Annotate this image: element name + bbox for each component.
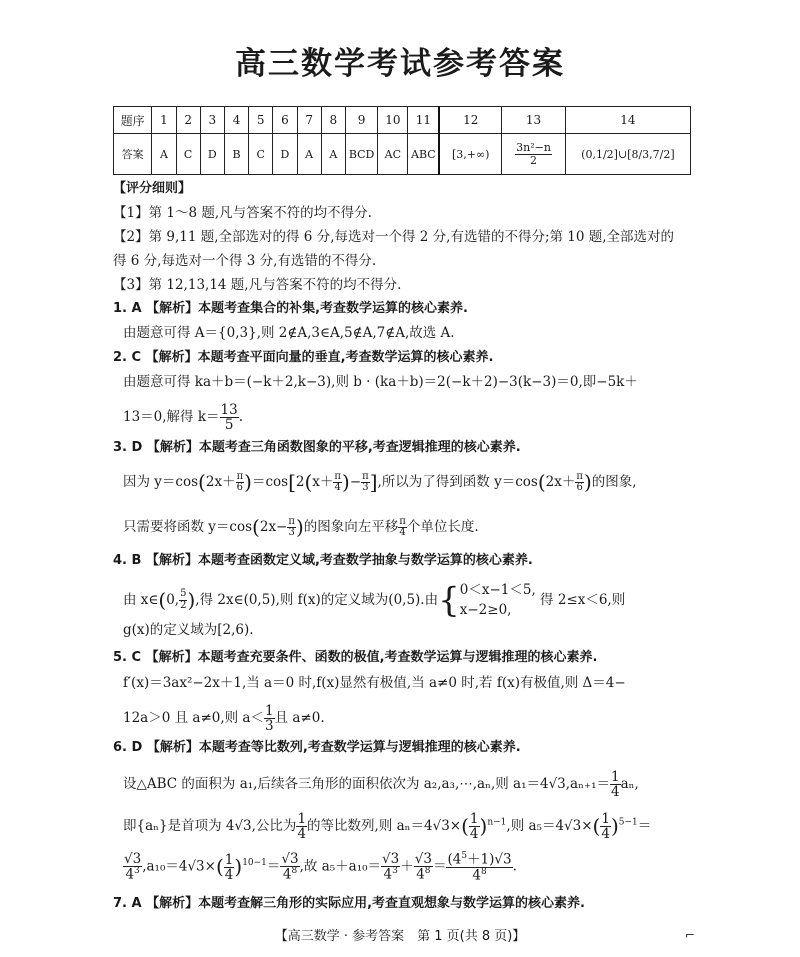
question-number: 13	[502, 107, 566, 134]
scoring-rule-3: 【3】第 12,13,14 题,凡与答案不符的均不得分.	[113, 277, 402, 293]
q6-text: ＝	[266, 858, 281, 875]
q3-text: 只需要将函数 y＝cos	[123, 519, 253, 535]
answer-cell: C	[176, 134, 200, 175]
q3-text: ,所以为了得到函数 y＝cos	[377, 474, 538, 490]
q4-text: 由 x∈	[123, 591, 159, 608]
q6-text: ＝	[432, 858, 447, 875]
q7-heading: 7. A 【解析】本题考查解三角形的实际应用,考查直观想象与数学运算的核心素养.	[113, 896, 585, 911]
q3-text: 的图象,	[591, 474, 637, 490]
fraction-numerator: 3n²−n	[516, 140, 551, 154]
q4-solution: 由 x∈(0, $\frac{5}{2}$ ),得 2x∈(0,5),则 f(x)的定义域为(0,5).由{ 0＜x−1＜5, x−2≥0, 得 2≤x＜6,则	[123, 580, 626, 621]
answer-table	[113, 106, 691, 175]
fraction-denominator: 2	[530, 153, 538, 167]
question-number: 3	[200, 107, 224, 134]
question-number: 9	[345, 107, 377, 134]
q3-text: 因为 y＝cos	[123, 474, 199, 490]
table-row	[114, 107, 691, 134]
answer-cell: C	[249, 134, 273, 175]
scoring-rule-1: 【1】第 1～8 题,凡与答案不符的均不得分.	[113, 205, 372, 221]
page-title: 高三数学考试参考答案	[235, 46, 565, 82]
q6-solution: 设△ABC 的面积为 a₁,后续各三角形的面积依次为 a₂,a₃,⋯,aₙ,则 a₁＝4√3,aₙ₊₁＝ $\frac{1}{4}$ aₙ,	[123, 769, 639, 801]
question-number: 6	[273, 107, 297, 134]
q3-solution: 因为 y＝cos(2x＋ $\frac{\pi}{6}$ )＝cos[2(x＋ $\frac{\pi}{4}$ )− $\frac{\pi}{3}$ ],所以为了得到函数 y＝cos(2x＋ $\frac{\pi}{6}$ )的图象,	[123, 470, 637, 494]
q6-text: ＋	[400, 858, 414, 875]
question-number: 7	[297, 107, 321, 134]
question-number: 12	[439, 107, 502, 134]
q6-solution-cont-2: $\frac{√3}{4^3}$ ,a₁₀＝4√3×( $\frac{1}{4}$ )$^{10-1}$＝ $\frac{√3}{4^8}$ ,故 a₅＋a₁₀＝ $\frac{√3}{4^3}$ ＋ $\frac{√3}{4^8}$ ＝ $\frac{(4^5+1)√3}{4^8}$ .	[124, 851, 517, 884]
q3-solution-cont: 只需要将函数 y＝cos(2x− $\frac{\pi}{3}$ )的图象向左平移 $\frac{\pi}{4}$ 个单位长度.	[123, 515, 479, 539]
q3-heading: 3. D 【解析】本题考查三角函数图象的平移,考查逻辑推理的核心素养.	[113, 440, 521, 455]
row-label: 答案	[114, 134, 152, 175]
q4-system-line: x−2≥0,	[459, 602, 512, 619]
q5-text: 且 a≠0.	[274, 710, 325, 727]
q6-text: ,a₁₀＝4√3×	[142, 858, 216, 875]
q6-text: 的等比数列,则 aₙ＝4√3×	[307, 818, 462, 835]
q2-heading: 2. C 【解析】本题考查平面向量的垂直,考查数学运算的核心素养.	[113, 350, 494, 365]
q6-text: ,故 a₅＋a₁₀＝	[299, 858, 382, 875]
q6-text: aₙ,	[620, 776, 639, 793]
answer-cell: A	[297, 134, 321, 175]
answer-cell: A	[321, 134, 345, 175]
q6-text: 设△ABC 的面积为 a₁,后续各三角形的面积依次为 a₂,a₃,⋯,aₙ,则 a₁＝4√3,aₙ₊₁＝	[123, 776, 610, 793]
q4-solution-cont: g(x)的定义域为[2,6).	[123, 622, 254, 638]
q6-solution-cont: 即{aₙ}是首项为 4√3,公比为 $\frac{1}{4}$ 的等比数列,则 aₙ＝4√3×( $\frac{1}{4}$ )$^{n-1}$,则 a₅＝4√3×( $\frac{1}{4}$ )$^{5-1}$＝	[123, 811, 652, 843]
q4-heading: 4. B 【解析】本题考查函数定义域,考查数学抽象与数学运算的核心素养.	[113, 553, 533, 568]
q6-text: ,则 a₅＝4√3×	[506, 818, 593, 835]
q5-heading: 5. C 【解析】本题考查充要条件、函数的极值,考查数学运算与逻辑推理的核心素养.	[113, 650, 598, 665]
answer-cell: BCD	[345, 134, 377, 175]
q5-text: 12a＞0 且 a≠0,则 a＜	[123, 710, 264, 727]
q1-heading: 1. A 【解析】本题考查集合的补集,考查数学运算的核心素养.	[113, 301, 468, 316]
fraction-denominator: 5	[224, 417, 234, 434]
answer-cell: ABC	[408, 134, 439, 175]
question-number: 8	[321, 107, 345, 134]
answer-cell: B	[224, 134, 248, 175]
answer-cell: [3,+∞)	[439, 134, 502, 175]
q2-solution-cont: 13＝0,解得 k＝ $\frac{13}{5}$ .	[123, 402, 244, 434]
q4-text: 得 2≤x＜6,则	[540, 591, 626, 608]
q2-text: 13＝0,解得 k＝	[123, 409, 220, 426]
q2-solution: 由题意可得 ka＋b＝(−k＋2,k−3),则 b · (ka＋b)＝2(−k＋2)−3(k−3)＝0,即−5k＋	[123, 374, 638, 390]
q6-text: ＝	[637, 818, 652, 835]
q5-solution-cont: 12a＞0 且 a≠0,则 a＜ $\frac{1}{3}$ 且 a≠0.	[123, 703, 325, 735]
scoring-rule-2-cont: 得 6 分,每选对一个得 3 分,有选错的不得分.	[113, 253, 377, 269]
q6-text: 即{aₙ}是首项为 4√3,公比为	[123, 818, 297, 835]
q5-solution: f′(x)＝3ax²−2x＋1,当 a＝0 时,f(x)显然有极值,当 a≠0 时,若 f(x)有极值,则 Δ＝4−	[123, 675, 626, 691]
answer-cell-13	[502, 134, 566, 175]
answer-cell: A	[152, 134, 176, 175]
question-number: 11	[408, 107, 439, 134]
question-number: 1	[152, 107, 176, 134]
question-number: 2	[176, 107, 200, 134]
q3-text: 个单位长度.	[406, 519, 479, 535]
answer-cell: D	[200, 134, 224, 175]
table-row	[114, 134, 691, 175]
question-number: 14	[565, 107, 690, 134]
corner-mark: ⌐	[685, 928, 696, 942]
question-number: 4	[224, 107, 248, 134]
q4-text: ,得 2x∈(0,5),则 f(x)的定义域为(0,5).由	[195, 591, 439, 608]
question-number: 10	[378, 107, 408, 134]
answer-cell: D	[273, 134, 297, 175]
scoring-heading: 【评分细则】	[113, 181, 192, 196]
q3-text: ＝cos	[251, 474, 289, 490]
row-label: 题序	[114, 107, 152, 134]
q3-text: 的图象向左平移	[303, 519, 399, 535]
q4-system-line: 0＜x−1＜5,	[459, 582, 536, 598]
fraction-numerator: 13	[220, 402, 238, 418]
q1-solution: 由题意可得 A＝{0,3},则 2∉A,3∈A,5∉A,7∉A,故选 A.	[123, 325, 455, 341]
page-footer: 【高三数学 · 参考答案 第 1 页(共 8 页)】	[274, 929, 526, 944]
answer-cell: (0,1/2]∪[8/3,7/2]	[565, 134, 690, 175]
answer-cell: AC	[378, 134, 408, 175]
q6-text: .	[512, 858, 517, 875]
scoring-rule-2: 【2】第 9,11 题,全部选对的得 6 分,每选对一个得 2 分,有选错的不得分;第 10 题,全部选对的	[113, 229, 675, 245]
q6-heading: 6. D 【解析】本题考查等比数列,考查数学运算与逻辑推理的核心素养.	[113, 740, 521, 755]
question-number: 5	[249, 107, 273, 134]
